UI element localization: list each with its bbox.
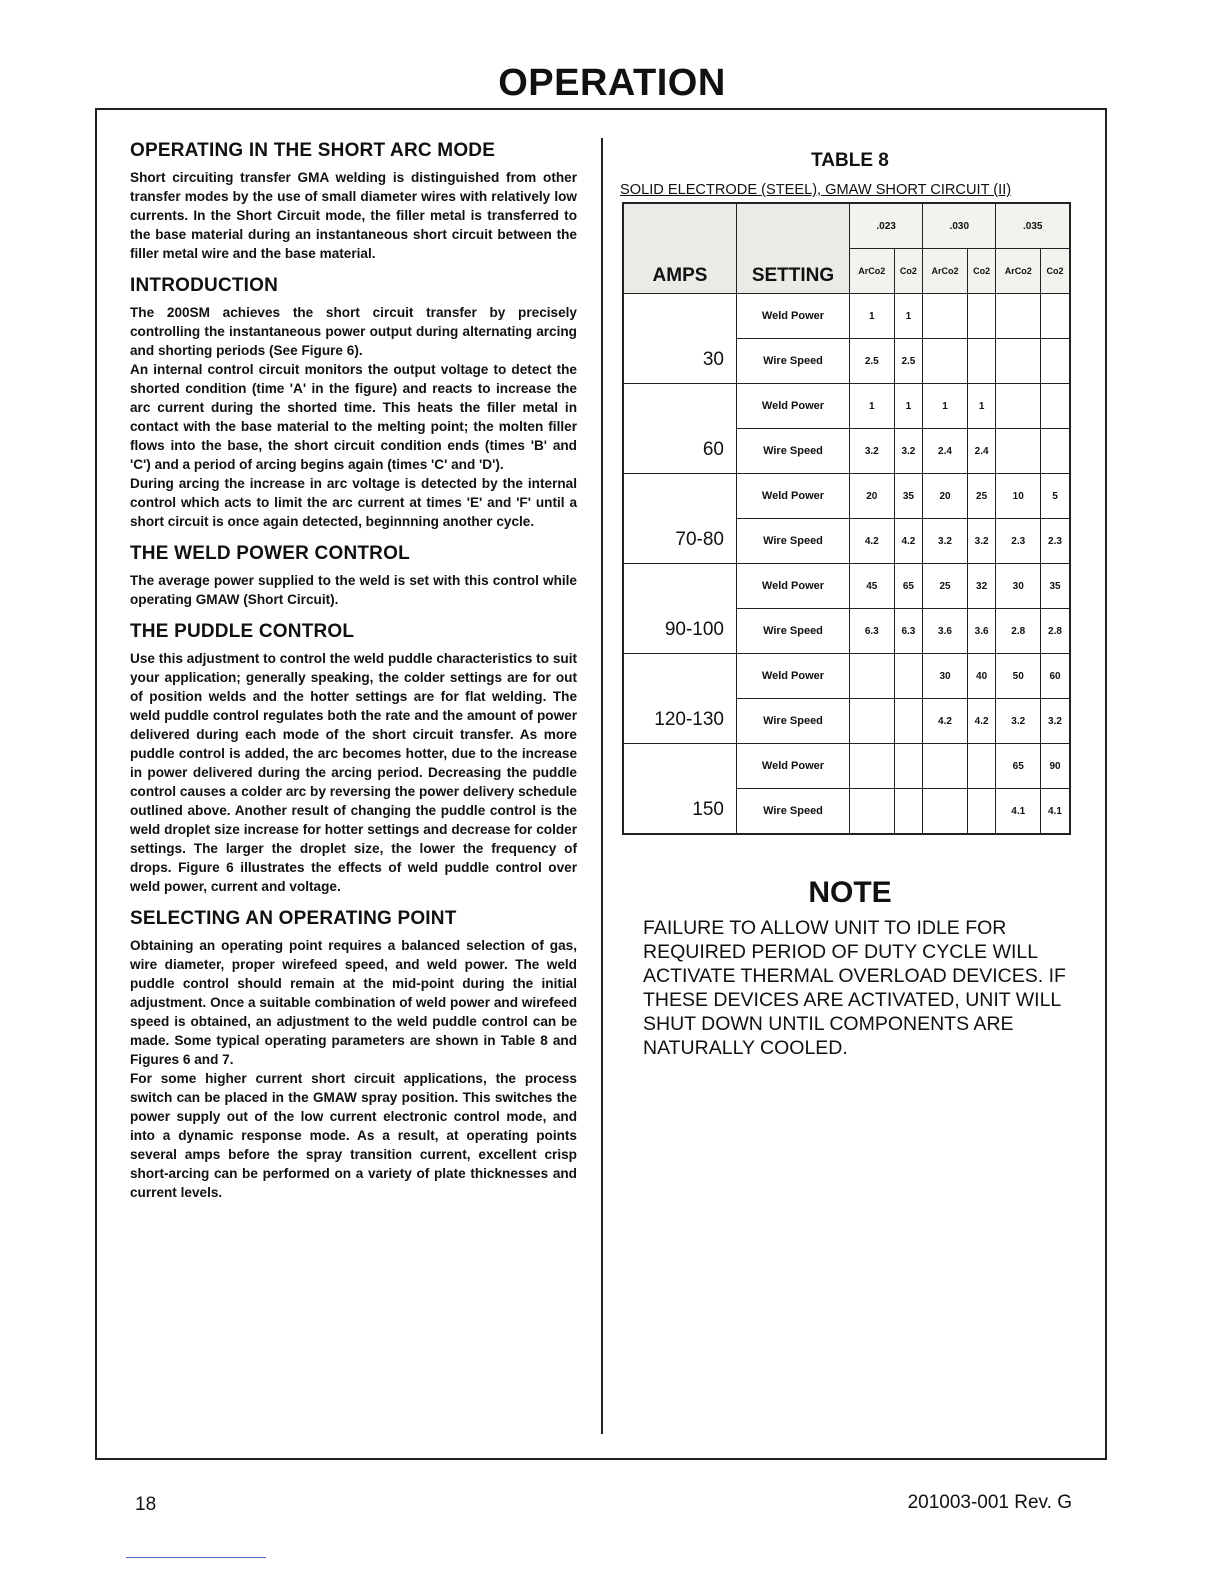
setting-cell: Wire Speed: [737, 699, 850, 744]
setting-cell: Weld Power: [737, 294, 850, 339]
value-cell: 4.1: [996, 789, 1041, 835]
value-cell: 3.2: [1041, 699, 1071, 744]
value-cell: 1: [967, 384, 996, 429]
value-cell: 1: [894, 294, 923, 339]
value-cell: [850, 789, 895, 835]
value-cell: 1: [894, 384, 923, 429]
paragraph: During arcing the increase in arc voltage is detected by the internal control which acts to limit the arc current at times 'E' and 'F' until a short circuit is once again detected, beginnning another cycle.: [130, 476, 577, 529]
value-cell: 4.1: [1041, 789, 1071, 835]
setting-cell: Wire Speed: [737, 339, 850, 384]
amps-cell: 30: [623, 294, 737, 384]
header-gas: ArCo2: [996, 249, 1041, 294]
table-row: [623, 564, 1070, 609]
value-cell: 1: [850, 384, 895, 429]
amps-cell: 70-80: [623, 474, 737, 564]
amps-cell: 120-130: [623, 654, 737, 744]
value-cell: 2.3: [996, 519, 1041, 564]
value-cell: 2.8: [996, 609, 1041, 654]
value-cell: [894, 789, 923, 835]
section-heading: THE WELD POWER CONTROL: [130, 543, 410, 564]
value-cell: 35: [894, 474, 923, 519]
header-gas: Co2: [967, 249, 996, 294]
value-cell: 3.2: [967, 519, 996, 564]
value-cell: 65: [894, 564, 923, 609]
value-cell: 3.2: [923, 519, 968, 564]
setting-cell: Wire Speed: [737, 519, 850, 564]
value-cell: 2.5: [850, 339, 895, 384]
value-cell: 30: [923, 654, 968, 699]
section-heading: OPERATING IN THE SHORT ARC MODE: [130, 140, 496, 161]
paragraph: Obtaining an operating point requires a balanced selection of gas, wire diameter, proper wirefeed speed, and weld power. The weld puddle control should remain at the mid-point during the initial adjustment. Once a suitable combination of weld power and wirefeed speed is obtained, an adjustment to the weld puddle control can be made. Some typical operating parameters are shown in Table 8 and Figures 6 and 7.: [130, 938, 577, 1067]
amps-cell: 60: [623, 384, 737, 474]
table-row: [623, 384, 1070, 429]
value-cell: [967, 339, 996, 384]
paragraph: Use this adjustment to control the weld puddle characteristics to suit your application; generally speaking, the colder settings are for out of position welds and the hotter settings are for flat welding. The weld puddle control regulates both the rate and the amount of power delivered during each mode of the short circuit transfer. As more puddle control is added, the arc becomes hotter, due to the increase in power delivered during the arcing period. Decreasing the puddle control causes a colder arc by reversing the power delivery schedule outlined above. Another result of changing the puddle control is the weld droplet size increase for hotter settings and decrease for colder settings. The larger the droplet size, the lower the frequency of drops. Figure 6 illustrates the effects of weld puddle control over weld power, current and voltage.: [130, 651, 577, 894]
value-cell: 3.6: [967, 609, 996, 654]
value-cell: 35: [1041, 564, 1071, 609]
value-cell: [923, 339, 968, 384]
value-cell: 25: [923, 564, 968, 609]
value-cell: [850, 654, 895, 699]
value-cell: 3.2: [850, 429, 895, 474]
table-row: [623, 654, 1070, 699]
paragraph: For some higher current short circuit applications, the process switch can be placed in the GMAW spray position. This switches the power supply out of the low current electronic control mode, and into a dynamic response mode. As a result, at operating points several amps before the spray transition current, excellent crisp short-arcing can be performed on a variety of plate thicknesses and current levels.: [130, 1071, 577, 1200]
page-number: 18: [135, 1494, 157, 1515]
value-cell: 45: [850, 564, 895, 609]
value-cell: [923, 789, 968, 835]
value-cell: 4.2: [923, 699, 968, 744]
setting-cell: Weld Power: [737, 384, 850, 429]
value-cell: 25: [967, 474, 996, 519]
value-cell: [1041, 294, 1071, 339]
value-cell: [967, 294, 996, 339]
value-cell: [967, 744, 996, 789]
footer-rule: [126, 1557, 266, 1558]
weld-settings-table: [622, 202, 1071, 835]
setting-cell: Weld Power: [737, 474, 850, 519]
header-diameter: .023: [850, 203, 923, 249]
section-heading: SELECTING AN OPERATING POINT: [130, 908, 457, 929]
table-subtitle: SOLID ELECTRODE (STEEL), GMAW SHORT CIRCUIT (II): [620, 182, 1012, 198]
value-cell: 60: [1041, 654, 1071, 699]
setting-cell: Wire Speed: [737, 789, 850, 835]
header-gas: Co2: [894, 249, 923, 294]
value-cell: 30: [996, 564, 1041, 609]
page-title: OPERATION: [498, 62, 726, 104]
value-cell: 4.2: [967, 699, 996, 744]
header-gas: ArCo2: [923, 249, 968, 294]
amps-cell: 90-100: [623, 564, 737, 654]
value-cell: 10: [996, 474, 1041, 519]
value-cell: 3.2: [894, 429, 923, 474]
note-text: FAILURE TO ALLOW UNIT TO IDLE FOR REQUIRED PERIOD OF DUTY CYCLE WILL ACTIVATE THERMAL OVERLOAD DEVICES. IF THESE DEVICES ARE ACTIVATED, UNIT WILL SHUT DOWN UNTIL COMPONENTS ARE NATURALLY COOLED.: [643, 917, 1066, 1059]
section-heading: INTRODUCTION: [130, 275, 279, 296]
column-divider: [601, 138, 603, 1434]
value-cell: [996, 339, 1041, 384]
value-cell: 1: [923, 384, 968, 429]
value-cell: [894, 744, 923, 789]
table-title: TABLE 8: [811, 150, 889, 171]
value-cell: [1041, 384, 1071, 429]
value-cell: [894, 654, 923, 699]
value-cell: 3.2: [996, 699, 1041, 744]
value-cell: 20: [850, 474, 895, 519]
note-title: NOTE: [808, 876, 892, 909]
value-cell: 32: [967, 564, 996, 609]
header-amps: AMPS: [623, 203, 737, 294]
value-cell: [1041, 339, 1071, 384]
value-cell: [850, 744, 895, 789]
value-cell: 50: [996, 654, 1041, 699]
header-diameter: .030: [923, 203, 996, 249]
paragraph: The average power supplied to the weld is set with this control while operating GMAW (Short Circuit).: [130, 573, 577, 607]
value-cell: [967, 789, 996, 835]
setting-cell: Weld Power: [737, 564, 850, 609]
value-cell: 2.4: [923, 429, 968, 474]
document-number: 201003-001 Rev. G: [907, 1492, 1072, 1513]
table-row: [623, 744, 1070, 789]
text-section: [130, 275, 577, 531]
table-row: [623, 474, 1070, 519]
value-cell: [923, 744, 968, 789]
value-cell: 4.2: [850, 519, 895, 564]
paragraph: The 200SM achieves the short circuit transfer by precisely controlling the instantaneous power output during alternating arcing and shorting periods (See Figure 6).: [130, 305, 577, 358]
header-diameter: .035: [996, 203, 1070, 249]
value-cell: 1: [850, 294, 895, 339]
paragraph: Short circuiting transfer GMA welding is distinguished from other transfer modes by the use of small diameter wires with relatively low currents. In the Short Circuit mode, the filler metal is transferred to the base material during an instantaneous short circuit between the filler metal wire and the base material.: [130, 170, 577, 261]
header-gas: Co2: [1041, 249, 1071, 294]
text-section: [130, 140, 577, 263]
value-cell: 6.3: [894, 609, 923, 654]
value-cell: 6.3: [850, 609, 895, 654]
text-section: [130, 543, 577, 609]
value-cell: 40: [967, 654, 996, 699]
value-cell: 2.8: [1041, 609, 1071, 654]
value-cell: [850, 699, 895, 744]
header-gas: ArCo2: [850, 249, 895, 294]
value-cell: [996, 429, 1041, 474]
setting-cell: Wire Speed: [737, 609, 850, 654]
setting-cell: Weld Power: [737, 654, 850, 699]
value-cell: [996, 294, 1041, 339]
value-cell: 4.2: [894, 519, 923, 564]
value-cell: 2.4: [967, 429, 996, 474]
left-column: [130, 140, 577, 1214]
value-cell: [996, 384, 1041, 429]
header-setting: SETTING: [737, 203, 850, 294]
value-cell: [923, 294, 968, 339]
amps-cell: 150: [623, 744, 737, 835]
text-section: [130, 908, 577, 1202]
setting-cell: Weld Power: [737, 744, 850, 789]
value-cell: 20: [923, 474, 968, 519]
value-cell: 5: [1041, 474, 1071, 519]
value-cell: 90: [1041, 744, 1071, 789]
value-cell: 2.5: [894, 339, 923, 384]
value-cell: [894, 699, 923, 744]
right-column: [620, 150, 1080, 835]
text-section: [130, 621, 577, 896]
table-row: [623, 294, 1070, 339]
section-heading: THE PUDDLE CONTROL: [130, 621, 355, 642]
value-cell: 2.3: [1041, 519, 1071, 564]
paragraph: An internal control circuit monitors the output voltage to detect the shorted condition (time 'A' in the figure) and reacts to increase the arc current during the shorted time. This heats the filler metal in contact with the base material to the melting point; the molten filler flows into the base, the short circuit condition ends (times 'B' and 'C') and a period of arcing begins again (times 'C' and 'D').: [130, 362, 577, 472]
value-cell: 65: [996, 744, 1041, 789]
value-cell: 3.6: [923, 609, 968, 654]
value-cell: [1041, 429, 1071, 474]
setting-cell: Wire Speed: [737, 429, 850, 474]
